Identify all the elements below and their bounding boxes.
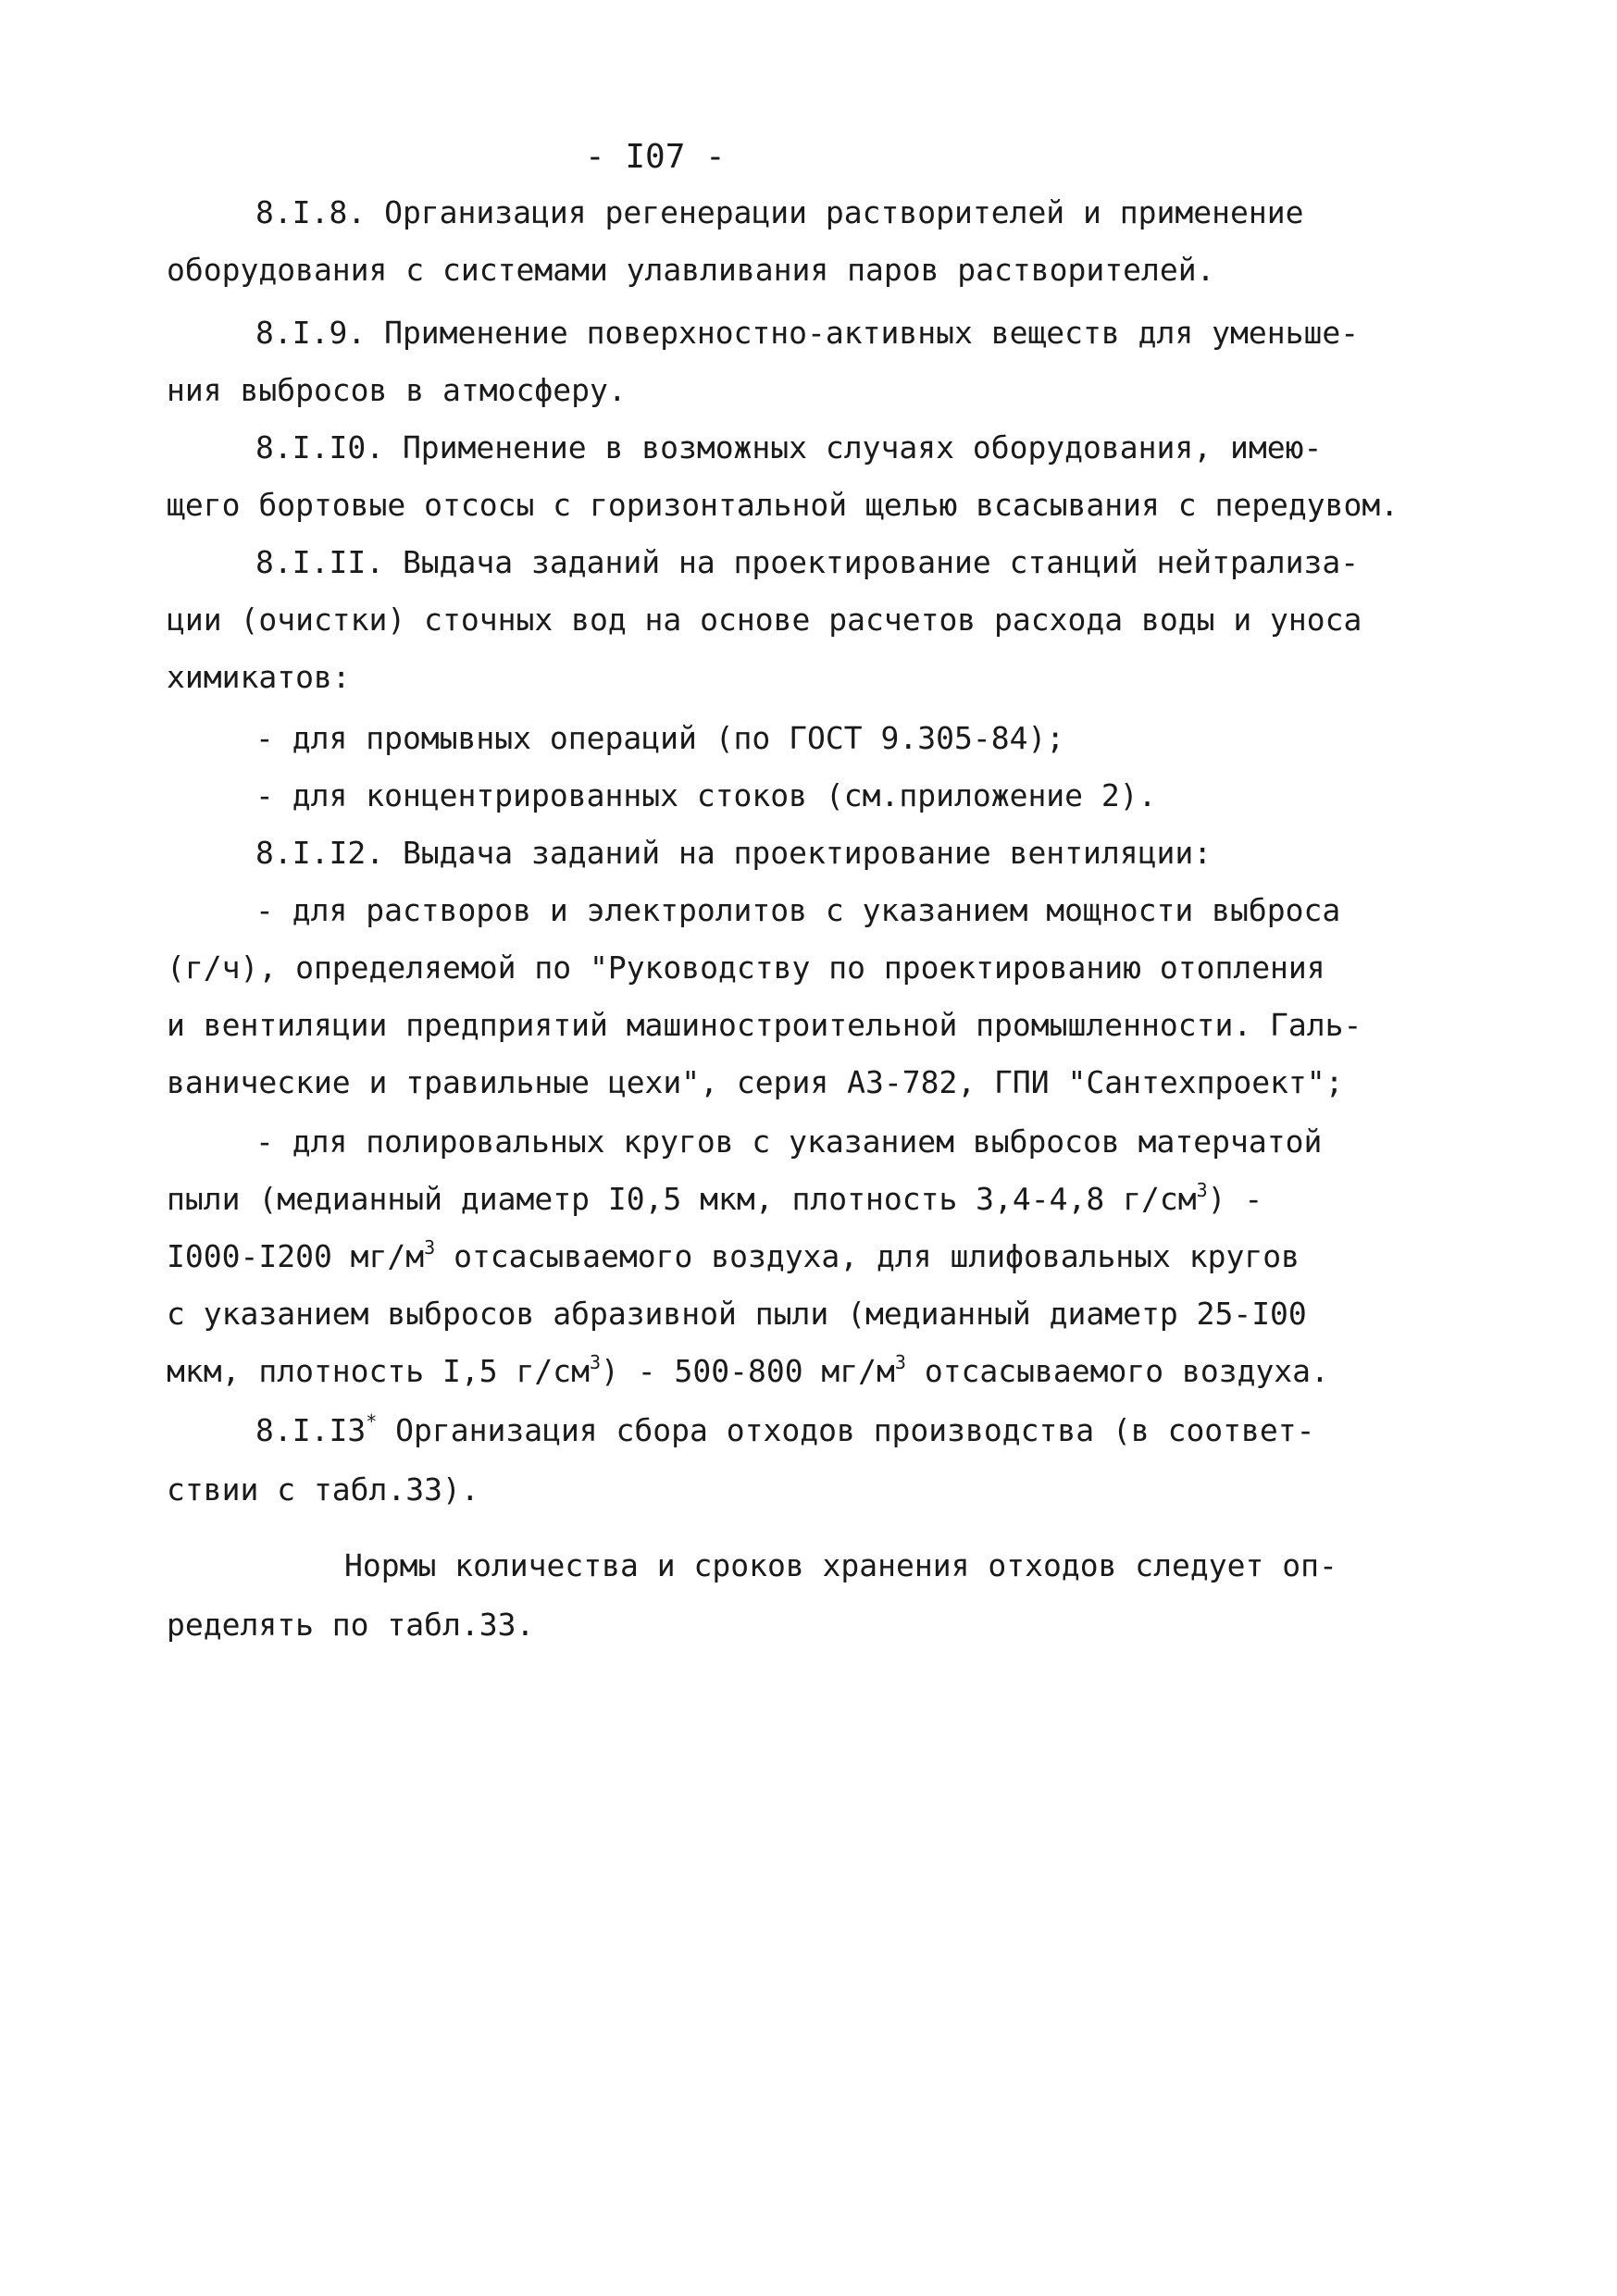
text-line: ределять по табл.33. [167,1607,535,1643]
text-line: химикатов: [167,659,351,695]
text-line [167,1236,1300,1277]
text-line: щего бортовые отсосы с горизонтальной щелью всасывания с передувом. [167,487,1399,523]
text-line [255,1410,1315,1451]
text-line: ции (очистки) сточных вод на основе расчетов расхода воды и уноса [167,602,1362,638]
list-item: - для концентрированных стоков (см.приложение 2). [255,777,1157,813]
text-fragment: I000-I200 мг/м [167,1238,425,1274]
text-line: (г/ч), определяемой по "Руководству по проектированию отопления [167,949,1325,986]
text-line: ния выбросов в атмосферу. [167,372,627,408]
text-line: 8.I.I0. Применение в возможных случаях оборудования, имею- [255,429,1323,465]
text-line [167,1179,1263,1220]
list-item: - для промывных операций (по ГОСТ 9.305-84); [255,720,1065,756]
list-item: - для растворов и электролитов с указанием мощности выброса [255,892,1341,928]
text-fragment: ) - 500-800 мг/м [601,1353,895,1389]
text-line: и вентиляции предприятий машиностроительной промышленности. Галь- [167,1007,1362,1043]
text-line: ванические и травильные цехи", серия А3-782, ГПИ "Сантехпроект"; [167,1064,1344,1100]
text-fragment: Организация сбора отходов производства (в соответ- [377,1412,1315,1448]
superscript: 3 [424,1236,436,1259]
text-fragment: ) - [1207,1181,1263,1217]
text-line [167,1351,1329,1392]
text-line: 8.I.8. Организация регенерации растворителей и применение [255,194,1304,230]
list-item: - для полировальных кругов с указанием выбросов матерчатой [255,1123,1323,1160]
text-fragment: отсасываемого воздуха, для шлифовальных кругов [435,1238,1300,1274]
text-line: Нормы количества и сроков хранения отходов следует оп- [344,1547,1337,1583]
text-fragment: 8.I.I3 [255,1412,367,1448]
text-line: 8.I.I2. Выдача заданий на проектирование вентиляции: [255,835,1213,871]
text-fragment: мкм, плотность I,5 г/см [167,1353,590,1389]
page-number: - I07 - [585,138,726,176]
superscript: 3 [1196,1179,1208,1201]
superscript: 3 [589,1351,602,1373]
text-line: оборудования с системами улавливания паров растворителей. [167,252,1215,288]
asterisk-mark: * [366,1410,378,1433]
text-line: 8.I.II. Выдача заданий на проектирование станций нейтрализа- [255,544,1360,580]
text-line: с указанием выбросов абразивной пыли (медианный диаметр 25-I00 [167,1296,1307,1332]
text-line: 8.I.9. Применение поверхностно-активных веществ для уменьше- [255,315,1360,351]
text-line: ствии с табл.33). [167,1471,479,1508]
superscript: 3 [894,1351,906,1373]
text-fragment: пыли (медианный диаметр I0,5 мкм, плотность 3,4-4,8 г/см [167,1181,1197,1217]
text-fragment: отсасываемого воздуха. [905,1353,1329,1389]
